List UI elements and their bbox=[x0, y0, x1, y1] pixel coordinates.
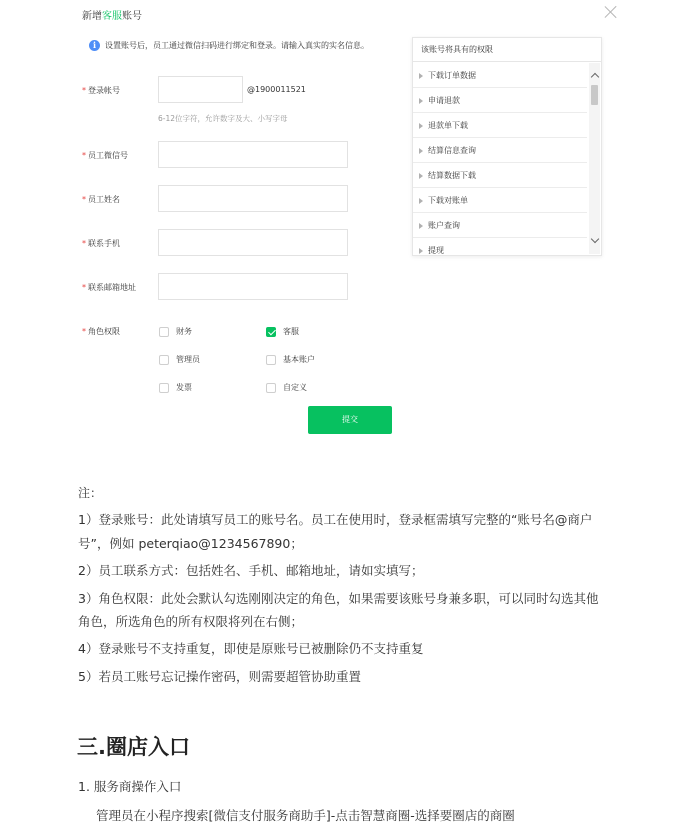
submit-button[interactable]: 提交 bbox=[308, 406, 392, 434]
note-line: 3）角色权限：此处会默认勾选刚刚决定的角色，如果需要该账号身兼多职，可以同时勾选其他 bbox=[78, 591, 599, 606]
note-line: 2）员工联系方式：包括姓名、手机、邮箱地址，请如实填写； bbox=[78, 563, 424, 578]
role-checkbox-finance[interactable] bbox=[159, 327, 169, 337]
caret-right-icon bbox=[419, 173, 423, 179]
note-line: 角色，所选角色的所有权限将列在右侧； bbox=[78, 614, 304, 629]
account-label: * 登录帐号 bbox=[82, 86, 120, 95]
role-label: * 角色权限 bbox=[82, 327, 120, 336]
name-input[interactable] bbox=[158, 185, 348, 212]
role-label-invoice: 发票 bbox=[176, 383, 192, 392]
caret-right-icon bbox=[419, 198, 423, 204]
account-suffix: @1900011521 bbox=[247, 85, 306, 94]
note-line: 4）登录账号不支持重复，即使是原账号已被删除仍不支持重复 bbox=[78, 641, 424, 656]
caret-right-icon bbox=[419, 148, 423, 154]
permission-item[interactable]: 退款单下载 bbox=[413, 113, 587, 138]
role-checkbox-admin[interactable] bbox=[159, 355, 169, 365]
permission-item[interactable]: 结算信息查询 bbox=[413, 138, 587, 163]
wechat-input[interactable] bbox=[158, 141, 348, 168]
section-title: 三.圈店入口 bbox=[77, 735, 190, 759]
role-label-finance: 财务 bbox=[176, 327, 192, 336]
permission-panel bbox=[412, 37, 602, 256]
role-label-admin: 管理员 bbox=[176, 355, 200, 364]
phone-label: * 联系手机 bbox=[82, 239, 120, 248]
role-checkbox-basic[interactable] bbox=[266, 355, 276, 365]
permission-item[interactable]: 提现 bbox=[413, 238, 587, 256]
permission-item[interactable]: 下载订单数据 bbox=[413, 63, 587, 88]
caret-right-icon bbox=[419, 223, 423, 229]
role-label-basic: 基本账户 bbox=[283, 355, 315, 364]
list-item-detail: 管理员在小程序搜索[微信支付服务商助手]-点击智慧商圈-选择要圈店的商圈 bbox=[96, 808, 515, 823]
info-text: 设置账号后，员工通过微信扫码进行绑定和登录。请输入真实的实名信息。 bbox=[105, 41, 369, 50]
role-checkbox-invoice[interactable] bbox=[159, 383, 169, 393]
dialog-title: 新增客服账号 bbox=[82, 11, 142, 22]
role-label-service: 客服 bbox=[283, 327, 299, 336]
role-checkbox-service[interactable] bbox=[266, 327, 276, 337]
permission-item[interactable]: 结算数据下载 bbox=[413, 163, 587, 188]
role-checkbox-custom[interactable] bbox=[266, 383, 276, 393]
phone-input[interactable] bbox=[158, 229, 348, 256]
note-heading: 注： bbox=[78, 486, 103, 500]
close-icon[interactable] bbox=[603, 4, 619, 20]
note-line: 1）登录账号：此处请填写员工的账号名。员工在使用时，登录框需填写完整的“账号名@商户 bbox=[78, 512, 593, 527]
email-label: * 联系邮箱地址 bbox=[82, 283, 136, 292]
account-input[interactable] bbox=[158, 76, 243, 103]
account-hint: 6-12位字符，允许数字及大、小写字母 bbox=[158, 114, 288, 123]
role-label-custom: 自定义 bbox=[283, 383, 307, 392]
permission-header: 该账号将具有的权限 bbox=[413, 38, 601, 62]
scrollbar-thumb[interactable] bbox=[591, 85, 598, 105]
permission-item[interactable]: 申请退款 bbox=[413, 88, 587, 113]
permission-item[interactable]: 账户查询 bbox=[413, 213, 587, 238]
caret-right-icon bbox=[419, 248, 423, 254]
caret-right-icon bbox=[419, 123, 423, 129]
caret-right-icon bbox=[419, 73, 423, 79]
note-line: 号”，例如 peterqiao@1234567890； bbox=[78, 536, 303, 551]
list-item: 1. 服务商操作入口 bbox=[78, 779, 182, 794]
note-line: 5）若员工账号忘记操作密码，则需要超管协助重置 bbox=[78, 669, 361, 684]
permission-item[interactable]: 下载对账单 bbox=[413, 188, 587, 213]
name-label: * 员工姓名 bbox=[82, 195, 120, 204]
wechat-label: * 员工微信号 bbox=[82, 151, 128, 160]
caret-right-icon bbox=[419, 98, 423, 104]
email-input[interactable] bbox=[158, 273, 348, 300]
info-icon: i bbox=[89, 40, 100, 51]
